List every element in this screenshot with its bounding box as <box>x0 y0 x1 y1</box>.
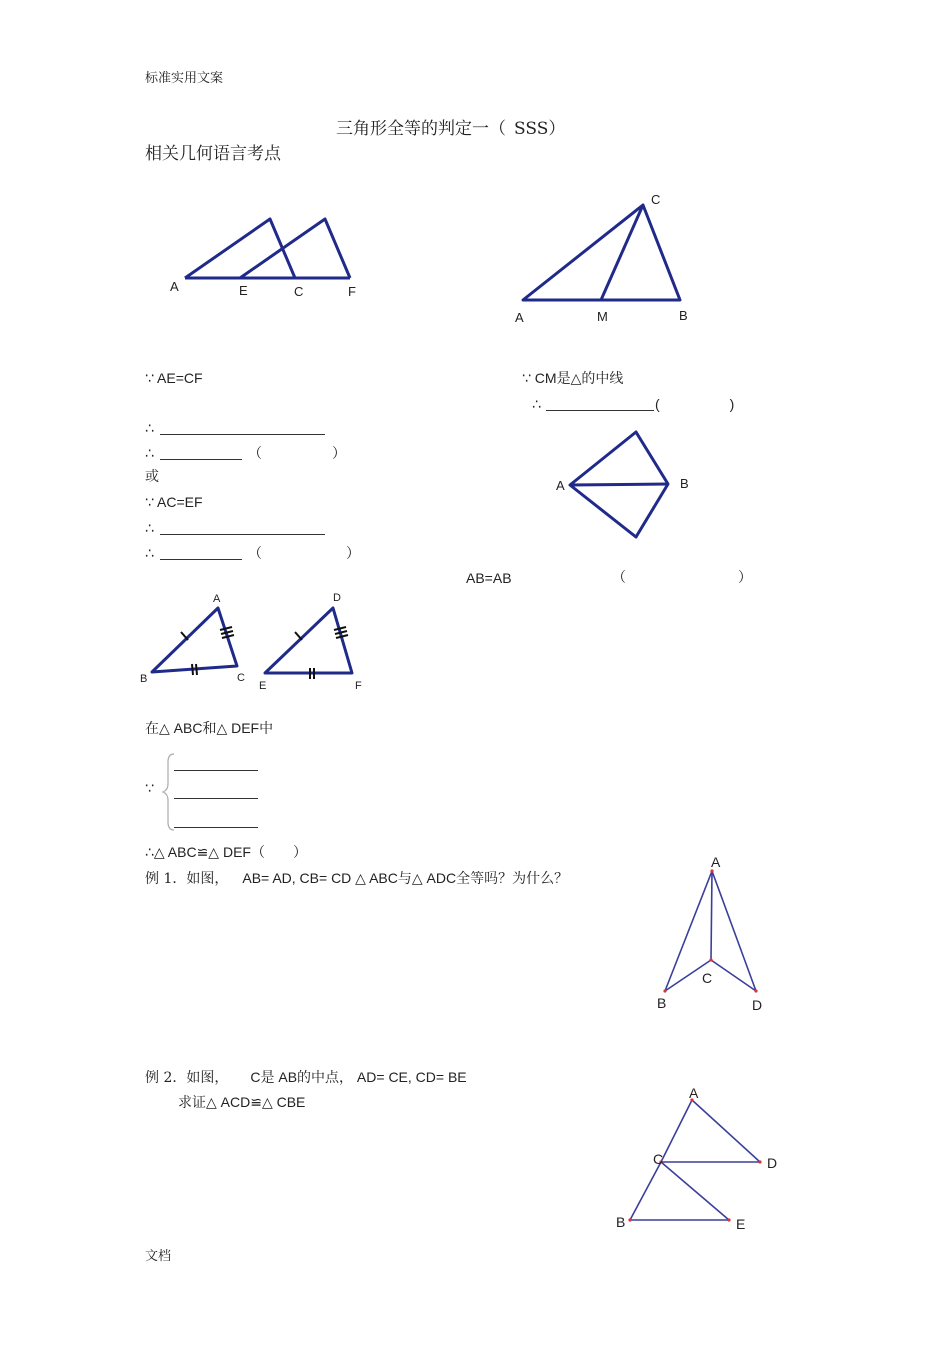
left-line-1: ∵ AE=CF <box>145 370 203 386</box>
figure-2-median-triangle <box>505 188 705 328</box>
page-footer: 文档 <box>145 1249 172 1264</box>
left-paren-6: （ ） <box>248 545 360 561</box>
fig6-label-a: A <box>689 1085 699 1101</box>
fig4-tick-de <box>295 632 302 640</box>
fig3-label-a: A <box>556 478 565 493</box>
figure-5-arrowhead <box>645 855 775 1020</box>
fig6-triangle-acd <box>661 1100 760 1162</box>
left-line-6: ∴ <box>145 545 154 561</box>
fig5-label-c: C <box>702 970 713 986</box>
fig4-label-a: A <box>213 593 221 605</box>
fig4-tick-bc-1 <box>192 664 193 675</box>
proof-brace <box>162 752 176 832</box>
example-2 <box>145 1070 467 1085</box>
blank-line-5 <box>546 410 654 411</box>
fig6-label-d: D <box>767 1155 778 1171</box>
fig5-label-a: A <box>711 854 721 870</box>
fig6-label-b: B <box>616 1214 626 1230</box>
right-paren-2: ( ) <box>655 396 735 412</box>
right-line-1: ∵ CM是△的中线 <box>522 370 624 386</box>
blank-line-2 <box>160 459 242 460</box>
proof-blank-2 <box>174 798 258 799</box>
title-main: 三角形全等的判定一（ <box>336 119 506 139</box>
left-or: 或 <box>145 469 159 485</box>
proof-because: ∵ <box>145 780 154 796</box>
fig4-tick-bc-2 <box>196 664 197 675</box>
blank-line-1 <box>160 434 325 435</box>
example-1 <box>145 871 568 886</box>
fig2-label-m: M <box>597 309 608 324</box>
fig5-label-b: B <box>657 995 667 1011</box>
proof-conclusion: ∴△ ABC≌△ DEF（ ） <box>145 844 307 860</box>
right-paren-abab: （ ） <box>612 569 752 585</box>
fig2-triangle <box>523 205 680 300</box>
page-header: 标准实用文案 <box>145 71 224 86</box>
figure-4-congruent-triangles <box>135 588 375 698</box>
left-line-2: ∴ <box>145 420 154 436</box>
fig2-label-b: B <box>679 308 688 323</box>
left-paren-3: （ ） <box>248 445 346 461</box>
fig2-median <box>601 205 643 300</box>
fig3-label-b: B <box>680 476 689 491</box>
fig5-label-d: D <box>752 997 763 1013</box>
fig4-label-b: B <box>140 673 148 685</box>
fig4-triangle-abc <box>152 608 237 672</box>
figure-6-two-triangles <box>605 1080 795 1235</box>
left-line-3: ∴ <box>145 445 154 461</box>
example-2-prefix: 例 2．如图， <box>145 1070 229 1086</box>
left-line-5: ∴ <box>145 520 154 536</box>
fig4-label-f: F <box>355 680 362 692</box>
example-2-prove: 求证△ ACD≌△ CBE <box>178 1094 306 1110</box>
fig1-label-f: F <box>348 284 356 299</box>
example-2-content: C是 AB的中点， AD= CE, CD= BE <box>250 1069 467 1085</box>
left-line-4: ∵ AC=EF <box>145 494 203 510</box>
example-1-content: AB= AD, CB= CD △ ABC与△ ADC全等吗？为什么？ <box>242 870 569 886</box>
fig1-triangle-left <box>185 219 295 278</box>
proof-blank-1 <box>174 770 258 771</box>
fig6-label-c: C <box>653 1151 664 1167</box>
fig6-triangle-cbe <box>630 1162 729 1220</box>
figure-3-kite <box>550 425 700 545</box>
fig4-label-d: D <box>333 592 341 604</box>
fig6-label-e: E <box>736 1216 746 1232</box>
proof-blank-3 <box>174 827 258 828</box>
fig4-label-e: E <box>259 680 267 692</box>
right-abab: AB=AB <box>466 570 512 586</box>
fig4-triangle-def <box>265 608 352 673</box>
title-sss: SSS） <box>514 119 566 139</box>
fig1-label-e: E <box>239 283 248 298</box>
section-title: 相关几何语言考点 <box>145 144 281 164</box>
fig2-label-c: C <box>651 192 661 207</box>
right-line-2: ∴ <box>532 396 541 412</box>
fig4-label-c: C <box>237 672 245 684</box>
figure-1-overlapping-triangles <box>160 210 380 305</box>
fig2-label-a: A <box>515 310 524 325</box>
example-1-prefix: 例 1．如图， <box>145 871 229 887</box>
proof-intro: 在△ ABC和△ DEF中 <box>145 720 274 736</box>
blank-line-4 <box>160 559 242 560</box>
fig5-segment-ac <box>711 871 712 960</box>
blank-line-3 <box>160 534 325 535</box>
fig3-diagonal-ab <box>570 484 668 485</box>
fig1-label-c: C <box>294 284 304 299</box>
fig1-label-a: A <box>170 279 179 294</box>
page-title <box>336 121 565 138</box>
